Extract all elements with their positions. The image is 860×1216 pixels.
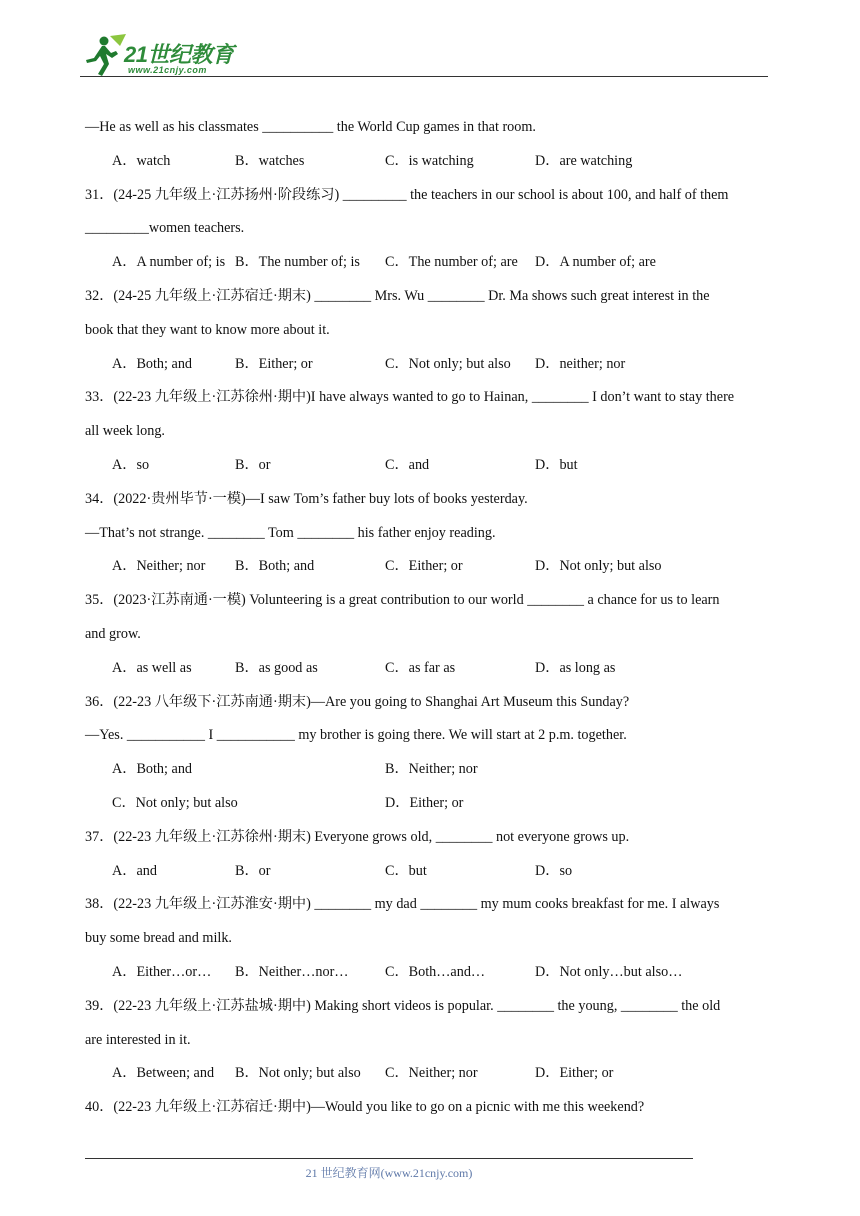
option-row bbox=[85, 652, 780, 686]
option-c[interactable]: C．Both…and… bbox=[385, 963, 486, 980]
logo-url: www.21cnjy.com bbox=[128, 65, 207, 75]
question-37 bbox=[85, 821, 780, 889]
option-row bbox=[85, 246, 780, 280]
option-d[interactable]: D．but bbox=[535, 456, 578, 473]
option-row bbox=[85, 753, 780, 787]
option-a[interactable]: A．A number of; is bbox=[112, 254, 226, 271]
question-30 bbox=[85, 111, 780, 179]
question-text-continued: all week long. bbox=[85, 423, 165, 440]
option-c[interactable]: C．Not only; but also bbox=[385, 355, 511, 372]
footer-divider bbox=[85, 1158, 693, 1159]
option-c[interactable]: C．as far as bbox=[385, 659, 456, 676]
option-b[interactable]: B．Neither; nor bbox=[385, 761, 478, 778]
question-text: —He as well as his classmates __________ the World Cup games in that room. bbox=[85, 119, 536, 135]
question-38 bbox=[85, 888, 780, 989]
option-d[interactable]: D．neither; nor bbox=[535, 355, 626, 372]
page-footer: 21 世纪教育网(www.21cnjy.com) bbox=[305, 1166, 473, 1180]
page-header bbox=[80, 32, 770, 78]
option-d[interactable]: D．Not only; but also bbox=[535, 558, 662, 575]
question-35 bbox=[85, 584, 780, 685]
question-40 bbox=[85, 1091, 780, 1125]
option-d[interactable]: D．so bbox=[535, 862, 573, 879]
option-c[interactable]: C．is watching bbox=[385, 152, 474, 169]
option-a[interactable]: A．Both; and bbox=[112, 355, 193, 372]
question-34 bbox=[85, 483, 780, 584]
option-b[interactable]: B．or bbox=[235, 456, 271, 473]
option-a[interactable]: A．so bbox=[112, 456, 150, 473]
question-text: 34．(2022·贵州毕节·一模)—I saw Tom’s father buy lots of books yesterday. bbox=[85, 490, 528, 507]
option-a[interactable]: A．and bbox=[112, 862, 157, 879]
option-d[interactable]: D．Not only…but also… bbox=[535, 963, 683, 980]
site-logo bbox=[80, 32, 250, 78]
option-b[interactable]: B．watches bbox=[235, 152, 305, 169]
header-divider bbox=[80, 76, 768, 77]
question-text: 33．(22-23 九年级上·江苏徐州·期中)I have always wanted to go to Hainan, ________ I don’t want to stay there bbox=[85, 389, 735, 406]
question-text-continued: buy some bread and milk. bbox=[85, 930, 232, 947]
option-a[interactable]: A．Between; and bbox=[112, 1065, 215, 1082]
question-31 bbox=[85, 179, 780, 280]
question-list bbox=[85, 111, 780, 1125]
option-b[interactable]: B．Either; or bbox=[235, 355, 313, 372]
option-a[interactable]: A．as well as bbox=[112, 659, 192, 676]
option-c[interactable]: C．The number of; are bbox=[385, 254, 518, 271]
question-text: 38．(22-23 九年级上·江苏淮安·期中) ________ my dad ________ my mum cooks breakfast for me. I always bbox=[85, 896, 720, 913]
option-d[interactable]: D．A number of; are bbox=[535, 254, 656, 271]
question-text: 40．(22-23 九年级上·江苏宿迁·期中)—Would you like to go on a picnic with me this weekend? bbox=[85, 1099, 645, 1116]
option-a[interactable]: A．watch bbox=[112, 152, 171, 169]
question-text-continued: book that they want to know more about it. bbox=[85, 321, 330, 338]
question-text: 32．(24-25 九年级上·江苏宿迁·期末) ________ Mrs. Wu ________ Dr. Ma shows such great interest in the bbox=[85, 287, 710, 304]
option-row bbox=[85, 787, 780, 821]
question-text: 37．(22-23 九年级上·江苏徐州·期末) Everyone grows old, ________ not everyone grows up. bbox=[85, 828, 630, 845]
question-36 bbox=[85, 686, 780, 821]
option-d[interactable]: D．as long as bbox=[535, 659, 616, 676]
question-text: 39．(22-23 九年级上·江苏盐城·期中) Making short videos is popular. ________ the young, ________ the old bbox=[85, 997, 721, 1014]
option-a[interactable]: A．Neither; nor bbox=[112, 558, 206, 575]
option-c[interactable]: C．Neither; nor bbox=[385, 1065, 478, 1082]
question-text-continued: —That’s not strange. ________ Tom ________ his father enjoy reading. bbox=[85, 524, 496, 541]
option-c[interactable]: C．and bbox=[385, 456, 430, 473]
option-row bbox=[85, 550, 780, 584]
option-row bbox=[85, 855, 780, 889]
option-c[interactable]: C．but bbox=[385, 862, 427, 879]
option-row bbox=[85, 145, 780, 179]
option-a[interactable]: A．Either…or… bbox=[112, 963, 212, 980]
option-d[interactable]: D．are watching bbox=[535, 152, 633, 169]
option-row bbox=[85, 956, 780, 990]
question-text-continued: _________women teachers. bbox=[85, 220, 245, 237]
logo-text: 21世纪教育 bbox=[124, 42, 234, 67]
option-b[interactable]: B．Not only; but also bbox=[235, 1065, 361, 1082]
option-b[interactable]: B．Neither…nor… bbox=[235, 963, 349, 980]
question-text-continued: and grow. bbox=[85, 625, 141, 642]
option-d[interactable]: D．Either; or bbox=[385, 794, 464, 811]
question-text: 36．(22-23 八年级下·江苏南通·期末)—Are you going to Shanghai Art Museum this Sunday? bbox=[85, 693, 630, 710]
option-row bbox=[85, 1057, 780, 1091]
question-text: 31．(24-25 九年级上·江苏扬州·阶段练习) _________ the teachers in our school is about 100, and half of them bbox=[85, 186, 729, 203]
runner-logo-icon bbox=[80, 32, 130, 78]
question-39 bbox=[85, 990, 780, 1091]
option-c[interactable]: C．Either; or bbox=[385, 558, 463, 575]
question-32 bbox=[85, 280, 780, 381]
option-b[interactable]: B．The number of; is bbox=[235, 254, 360, 271]
question-text-continued: are interested in it. bbox=[85, 1031, 191, 1048]
option-a[interactable]: A．Both; and bbox=[112, 761, 193, 778]
option-d[interactable]: D．Either; or bbox=[535, 1065, 614, 1082]
question-text: 35．(2023·江苏南通·一模) Volunteering is a great contribution to our world ________ a chance for us to learn bbox=[85, 592, 720, 609]
option-b[interactable]: B．Both; and bbox=[235, 558, 315, 575]
option-row bbox=[85, 449, 780, 483]
question-33 bbox=[85, 381, 780, 482]
option-b[interactable]: B．or bbox=[235, 862, 271, 879]
option-c[interactable]: C．Not only; but also bbox=[112, 794, 238, 811]
option-row bbox=[85, 348, 780, 382]
option-b[interactable]: B．as good as bbox=[235, 659, 318, 676]
question-text-continued: —Yes. ___________ I ___________ my brother is going there. We will start at 2 p.m. together. bbox=[85, 727, 627, 744]
